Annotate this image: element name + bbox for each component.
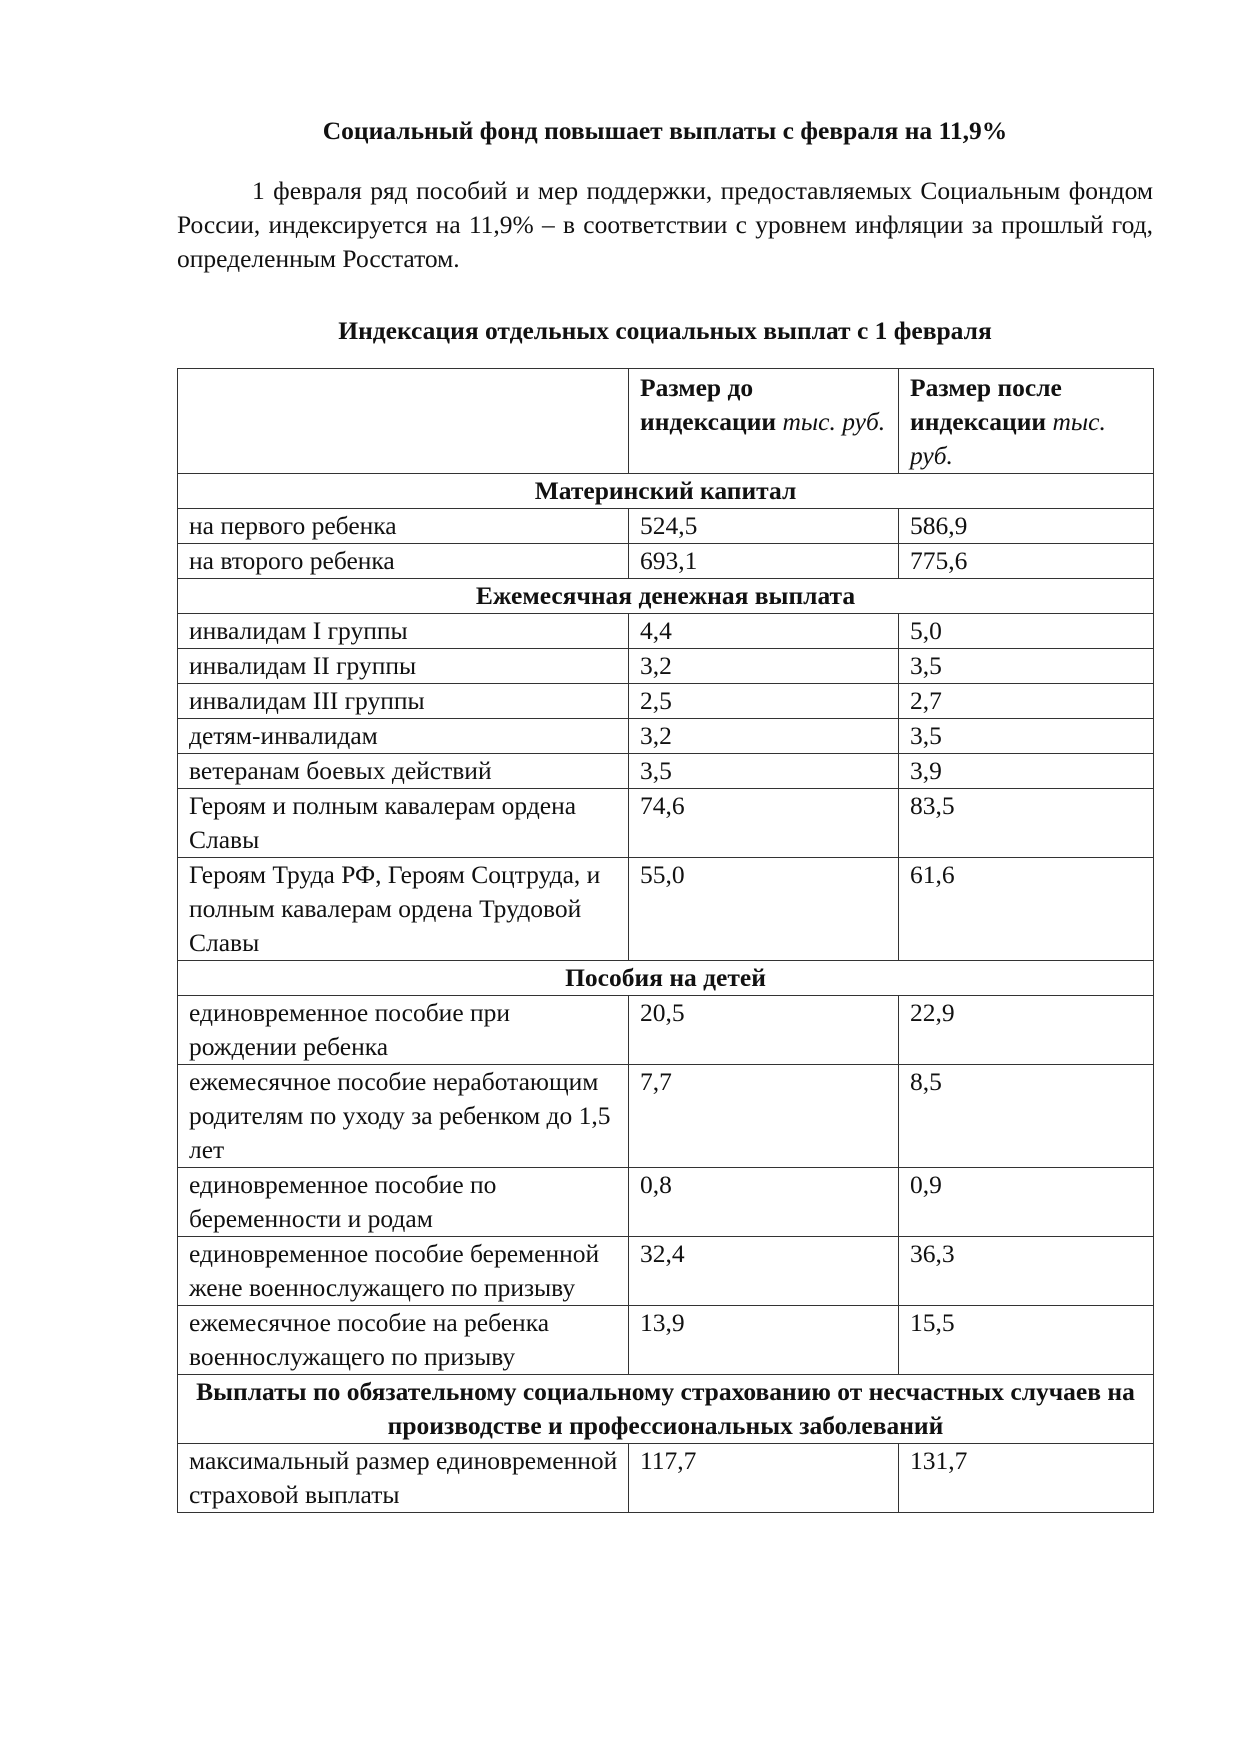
payment-label-cell: на второго ребенка bbox=[178, 544, 629, 579]
payment-label-cell: Героям и полным кавалерам ордена Славы bbox=[178, 789, 629, 858]
header-cell-label bbox=[178, 369, 629, 474]
value-after-cell: 2,7 bbox=[899, 684, 1154, 719]
payment-label-cell: ветеранам боевых действий bbox=[178, 754, 629, 789]
value-after-cell: 131,7 bbox=[899, 1444, 1154, 1513]
table-row bbox=[178, 649, 1154, 684]
value-after-cell: 3,5 bbox=[899, 719, 1154, 754]
payment-label-cell: ежемесячное пособие на ребенка военнослужащего по призыву bbox=[178, 1306, 629, 1375]
value-before-cell: 3,2 bbox=[629, 719, 899, 754]
header-before-unit: тыс. руб. bbox=[782, 407, 886, 436]
value-before-cell: 74,6 bbox=[629, 789, 899, 858]
header-after-title: Размер после индексации bbox=[910, 373, 1062, 436]
section-row bbox=[178, 961, 1154, 996]
value-after-cell: 586,9 bbox=[899, 509, 1154, 544]
table-row bbox=[178, 614, 1154, 649]
table-row bbox=[178, 1237, 1154, 1306]
value-before-cell: 13,9 bbox=[629, 1306, 899, 1375]
payment-label-cell: инвалидам II группы bbox=[178, 649, 629, 684]
table-row bbox=[178, 754, 1154, 789]
value-after-cell: 8,5 bbox=[899, 1065, 1154, 1168]
table-row bbox=[178, 1168, 1154, 1237]
table-row bbox=[178, 996, 1154, 1065]
section-title: Ежемесячная денежная выплата bbox=[178, 579, 1154, 614]
value-after-cell: 5,0 bbox=[899, 614, 1154, 649]
table-row bbox=[178, 684, 1154, 719]
section-row bbox=[178, 1375, 1154, 1444]
value-before-cell: 2,5 bbox=[629, 684, 899, 719]
payment-label-cell: единовременное пособие по беременности и родам bbox=[178, 1168, 629, 1237]
document-title: Социальный фонд повышает выплаты с февраля на 11,9% bbox=[322, 116, 1008, 145]
value-before-cell: 4,4 bbox=[629, 614, 899, 649]
header-before-title: Размер до индексации bbox=[640, 373, 777, 436]
table-header-row bbox=[178, 369, 1154, 474]
value-after-cell: 3,9 bbox=[899, 754, 1154, 789]
value-after-cell: 36,3 bbox=[899, 1237, 1154, 1306]
header-cell-before bbox=[629, 369, 899, 474]
value-before-cell: 3,5 bbox=[629, 754, 899, 789]
value-before-cell: 693,1 bbox=[629, 544, 899, 579]
payment-label-cell: инвалидам I группы bbox=[178, 614, 629, 649]
table-row bbox=[178, 544, 1154, 579]
header-cell-after bbox=[899, 369, 1154, 474]
value-before-cell: 3,2 bbox=[629, 649, 899, 684]
header-after-unit: тыс. руб. bbox=[910, 407, 1106, 470]
payments-table bbox=[177, 368, 1154, 1513]
payments-table-body bbox=[178, 369, 1154, 1513]
value-before-cell: 20,5 bbox=[629, 996, 899, 1065]
table-title: Индексация отдельных социальных выплат с 1 февраля bbox=[338, 316, 992, 345]
value-before-cell: 524,5 bbox=[629, 509, 899, 544]
payment-label-cell: максимальный размер единовременной страховой выплаты bbox=[178, 1444, 629, 1513]
payment-label-cell: Героям Труда РФ, Героям Соцтруда, и полным кавалерам ордена Трудовой Славы bbox=[178, 858, 629, 961]
section-row bbox=[178, 474, 1154, 509]
lead-paragraph: 1 февраля ряд пособий и мер поддержки, предоставляемых Социальным фондом России, индексируется на 11,9% – в соответствии с уровнем инфляции за прошлый год, определенным Росстатом. bbox=[177, 176, 1153, 273]
value-after-cell: 0,9 bbox=[899, 1168, 1154, 1237]
table-row bbox=[178, 1444, 1154, 1513]
document-page bbox=[177, 114, 1153, 1513]
value-before-cell: 55,0 bbox=[629, 858, 899, 961]
section-title: Пособия на детей bbox=[178, 961, 1154, 996]
table-row bbox=[178, 858, 1154, 961]
value-after-cell: 15,5 bbox=[899, 1306, 1154, 1375]
value-before-cell: 117,7 bbox=[629, 1444, 899, 1513]
table-row bbox=[178, 719, 1154, 754]
value-after-cell: 61,6 bbox=[899, 858, 1154, 961]
table-row bbox=[178, 1306, 1154, 1375]
value-after-cell: 22,9 bbox=[899, 996, 1154, 1065]
value-before-cell: 0,8 bbox=[629, 1168, 899, 1237]
payment-label-cell: ежемесячное пособие неработающим родителям по уходу за ребенком до 1,5 лет bbox=[178, 1065, 629, 1168]
payment-label-cell: инвалидам III группы bbox=[178, 684, 629, 719]
table-row bbox=[178, 1065, 1154, 1168]
section-title: Выплаты по обязательному социальному страхованию от несчастных случаев на производстве и профессиональных заболеваний bbox=[178, 1375, 1154, 1444]
value-after-cell: 775,6 bbox=[899, 544, 1154, 579]
value-after-cell: 3,5 bbox=[899, 649, 1154, 684]
table-row bbox=[178, 789, 1154, 858]
section-title: Материнский капитал bbox=[178, 474, 1154, 509]
payment-label-cell: на первого ребенка bbox=[178, 509, 629, 544]
value-before-cell: 32,4 bbox=[629, 1237, 899, 1306]
value-after-cell: 83,5 bbox=[899, 789, 1154, 858]
section-row bbox=[178, 579, 1154, 614]
value-before-cell: 7,7 bbox=[629, 1065, 899, 1168]
table-row bbox=[178, 509, 1154, 544]
payment-label-cell: единовременное пособие при рождении ребенка bbox=[178, 996, 629, 1065]
payment-label-cell: детям-инвалидам bbox=[178, 719, 629, 754]
payment-label-cell: единовременное пособие беременной жене военнослужащего по призыву bbox=[178, 1237, 629, 1306]
